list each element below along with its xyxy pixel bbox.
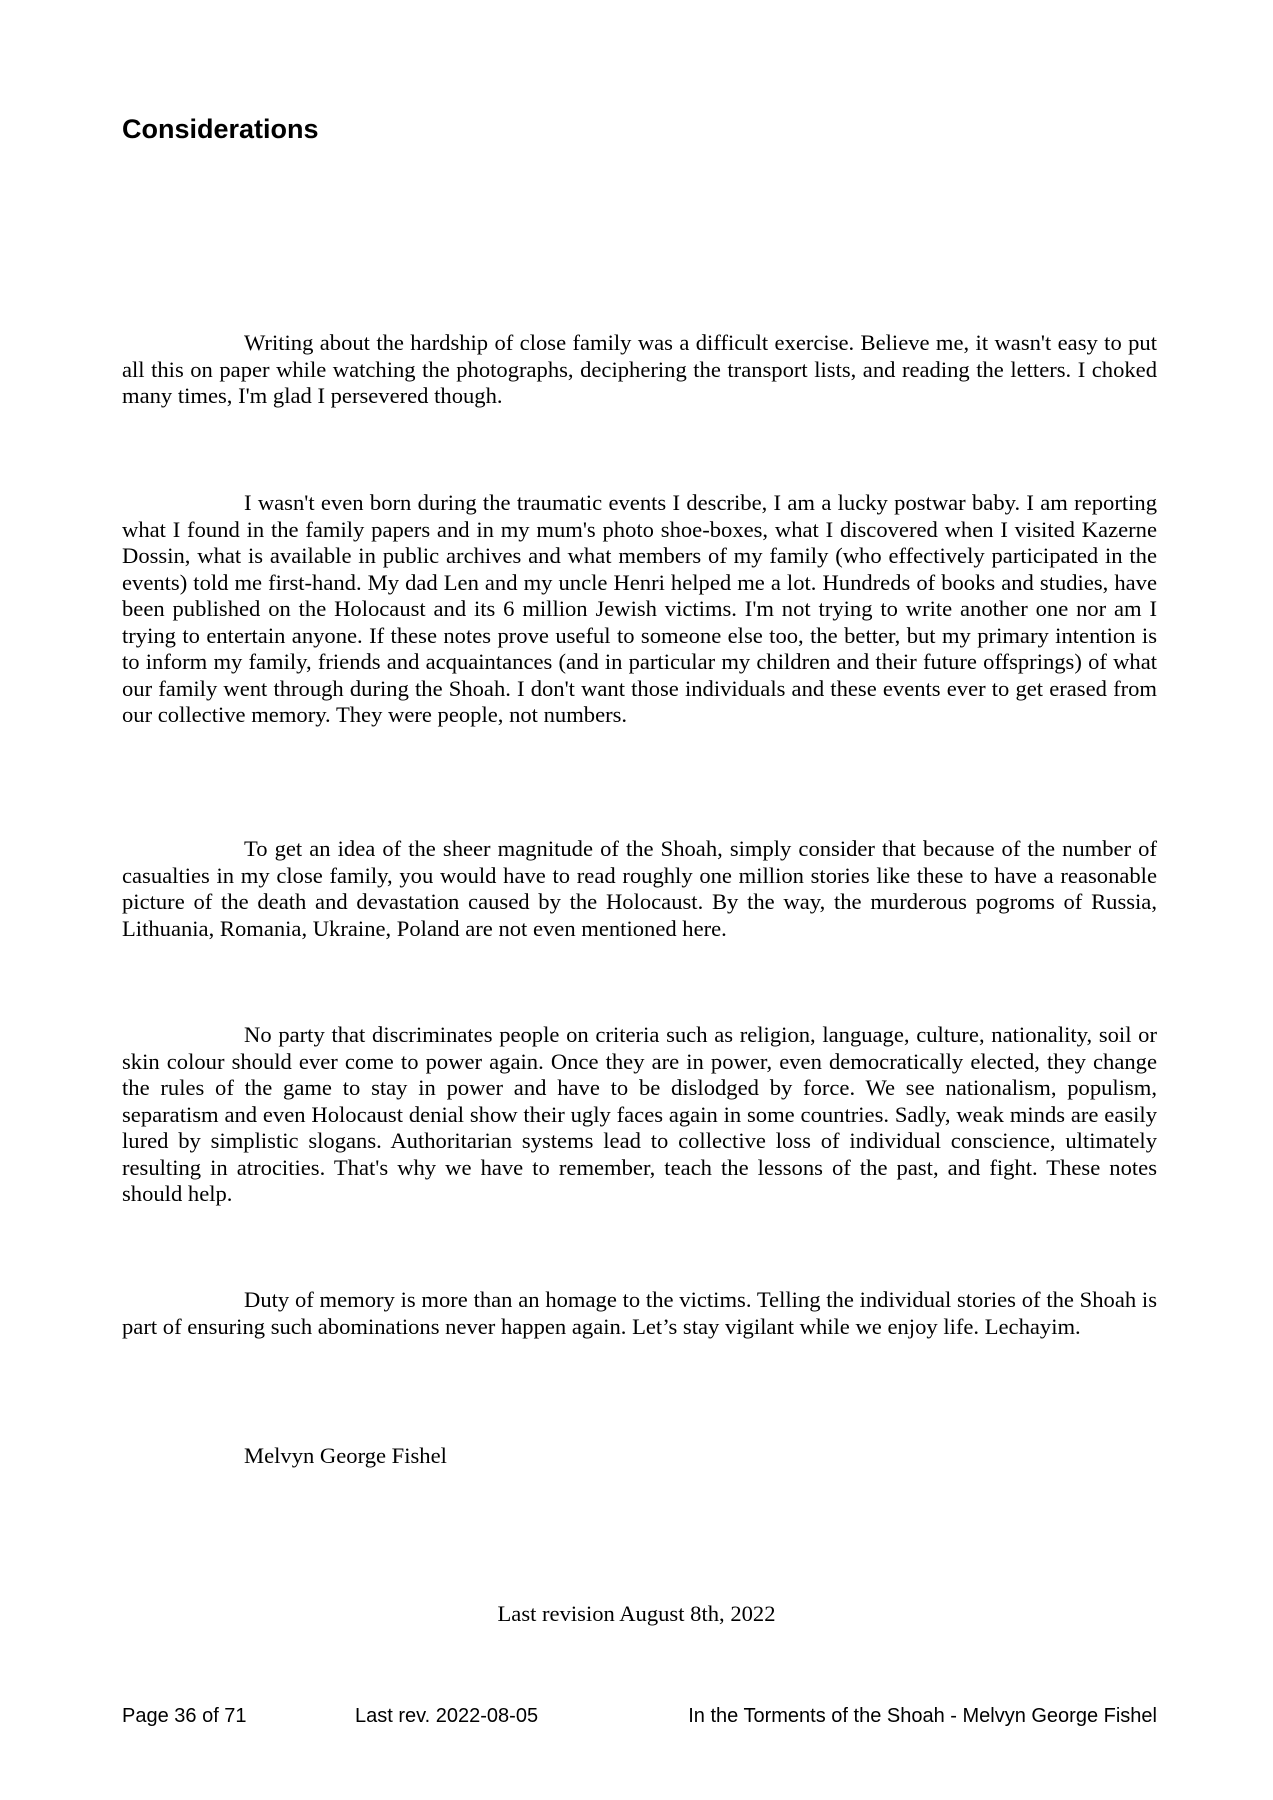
paragraph-postwar-baby: I wasn't even born during the traumatic events I describe, I am a lucky postwar baby. I am reporting what I found in the family papers and in my mum's photo shoe-boxes, what I discovered when I visited Kazerne Dossin, what is available in public archives and what members of my family (who effectively participated in the events) told me first-hand. My dad Len and my uncle Henri helped me a lot. Hundreds of books and studies, have been published on the Holocaust and its 6 million Jewish victims. I'm not trying to write another one nor am I trying to entertain anyone. If these notes prove useful to someone else too, the better, but my primary intention is to inform my family, friends and acquaintances (and in particular my children and their future offsprings) of what our family went through during the Shoah. I don't want those individuals and these events ever to get erased from our collective memory. They were people, not numbers. <box>122 490 1157 727</box>
author-signature: Melvyn George Fishel <box>244 1443 447 1468</box>
footer-last-rev: Last rev. 2022-08-05 <box>355 1705 539 1727</box>
paragraph-difficult-exercise: Writing about the hardship of close family was a difficult exercise. Believe me, it wasn't easy to put all this on paper while watching the photographs, deciphering the transport lists, and reading the letters. I choked many times, I'm glad I persevered though. <box>122 330 1157 408</box>
page-footer <box>122 1703 1157 1729</box>
footer-page-number: Page 36 of 71 <box>122 1705 247 1727</box>
revision-note: Last revision August 8th, 2022 <box>497 1601 776 1626</box>
section-heading: Considerations <box>122 114 319 144</box>
paragraph-discrimination: No party that discriminates people on criteria such as religion, language, culture, nationality, soil or skin colour should ever come to power again. Once they are in power, even democratically elected, they change the rules of the game to stay in power and have to be dislodged by force. We see nationalism, populism, separatism and even Holocaust denial show their ugly faces again in some countries. Sadly, weak minds are easily lured by simplistic slogans. Authoritarian systems lead to collective loss of individual conscience, ultimately resulting in atrocities. That's why we have to remember, teach the lessons of the past, and fight. These notes should help. <box>122 1022 1157 1206</box>
footer-doc-title: In the Torments of the Shoah - Melvyn George Fishel <box>688 1705 1157 1727</box>
paragraph-duty-of-memory: Duty of memory is more than an homage to the victims. Telling the individual stories of the Shoah is part of ensuring such abominations never happen again. Let’s stay vigilant while we enjoy life. Lechayim. <box>122 1287 1157 1339</box>
paragraph-magnitude: To get an idea of the sheer magnitude of the Shoah, simply consider that because of the number of casualties in my close family, you would have to read roughly one million stories like these to have a reasonable picture of the death and devastation caused by the Holocaust. By the way, the murderous pogroms of Russia, Lithuania, Romania, Ukraine, Poland are not even mentioned here. <box>122 836 1157 941</box>
